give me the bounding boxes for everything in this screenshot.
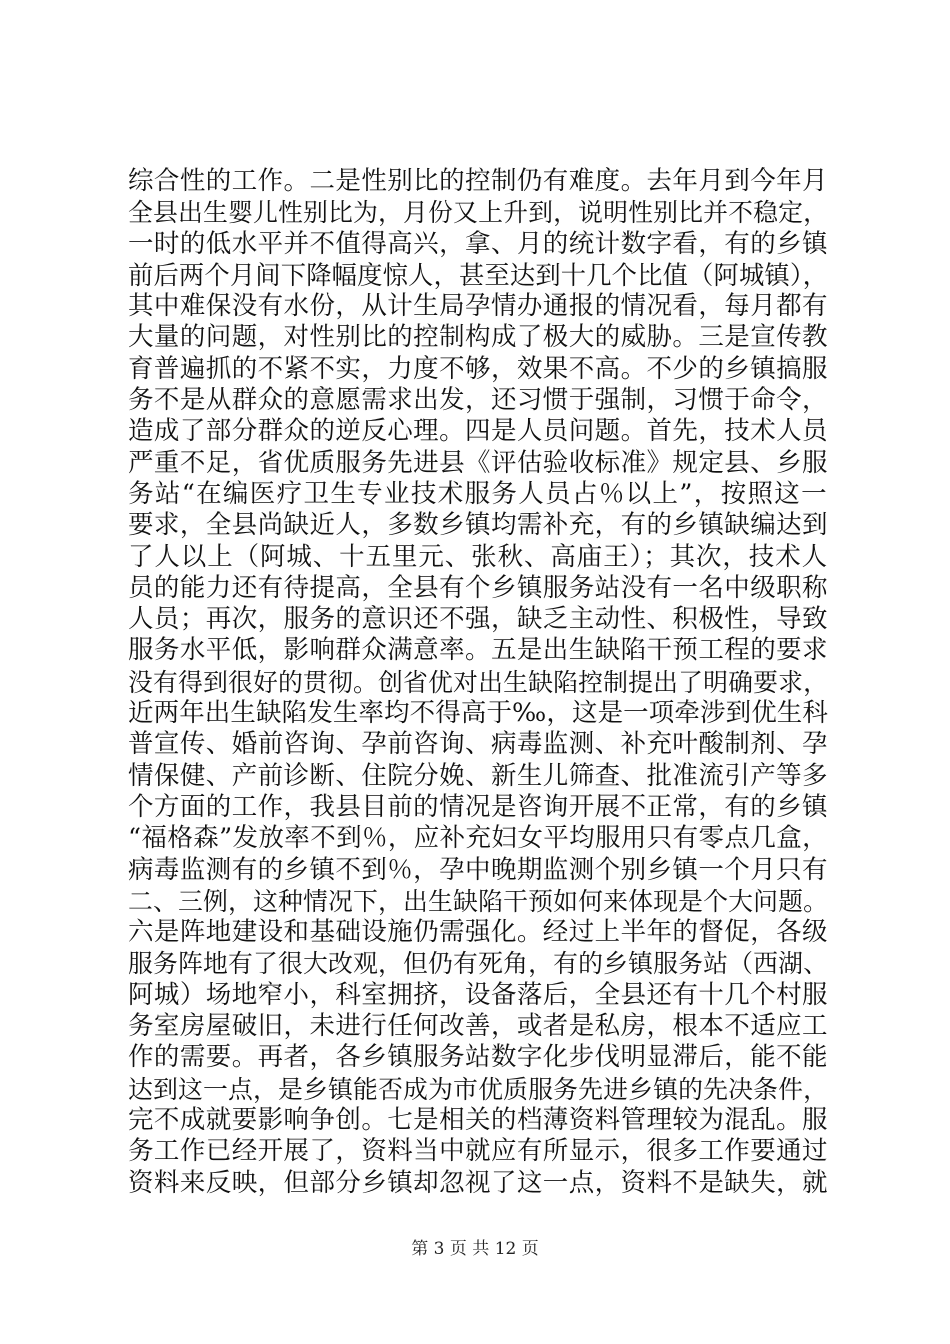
- text-line: 要求，全县尚缺近人，多数乡镇均需补充，有的乡镇缺编达到: [128, 510, 828, 541]
- text-line: 务站“在编医疗卫生专业技术服务人员占％以上”，按照这一: [128, 478, 828, 509]
- text-line: 近两年出生缺陷发生率均不得高于‰，这是一项牵涉到优生科: [128, 698, 828, 729]
- text-line: 个方面的工作，我县目前的情况是咨询开展不正常，有的乡镇: [128, 791, 828, 822]
- text-line: 务室房屋破旧，未进行任何改善，或者是私房，根本不适应工: [128, 1011, 828, 1042]
- text-line: 资料来反映，但部分乡镇却忽视了这一点，资料不是缺失，就: [128, 1167, 828, 1198]
- text-line: 大量的问题，对性别比的控制构成了极大的威胁。三是宣传教: [128, 322, 828, 353]
- text-line: 员的能力还有待提高，全县有个乡镇服务站没有一名中级职称: [128, 572, 828, 603]
- text-line: 六是阵地建设和基础设施仍需强化。经过上半年的督促，各级: [128, 917, 828, 948]
- text-line: 育普遍抓的不紧不实，力度不够，效果不高。不少的乡镇搞服: [128, 353, 828, 384]
- text-line: 一时的低水平并不值得高兴，拿、月的统计数字看，有的乡镇: [128, 228, 828, 259]
- text-line: 情保健、产前诊断、住院分娩、新生儿筛查、批准流引产等多: [128, 760, 828, 791]
- text-line: 作的需要。再者，各乡镇服务站数字化步伐明显滞后，能不能: [128, 1042, 828, 1073]
- text-line: 前后两个月间下降幅度惊人，甚至达到十几个比值（阿城镇），: [128, 259, 828, 290]
- text-line: 二、三例，这种情况下，出生缺陷干预如何来体现是个大问题。: [128, 886, 828, 916]
- text-line: 综合性的工作。二是性别比的控制仍有难度。去年月到今年月: [128, 166, 828, 196]
- text-line: 人员；再次，服务的意识还不强，缺乏主动性、积极性，导致: [128, 604, 828, 635]
- text-line: 造成了部分群众的逆反心理。四是人员问题。首先，技术人员: [128, 416, 828, 447]
- text-line: 其中难保没有水份，从计生局孕情办通报的情况看，每月都有: [128, 291, 828, 322]
- text-line: 务不是从群众的意愿需求出发，还习惯于强制，习惯于命令，: [128, 385, 828, 416]
- text-line: 阿城）场地窄小，科室拥挤，设备落后，全县还有十几个村服: [128, 979, 828, 1010]
- text-line: 严重不足，省优质服务先进县《评估验收标准》规定县、乡服: [128, 447, 828, 478]
- text-line: 服务阵地有了很大改观，但仍有死角，有的乡镇服务站（西湖、: [128, 949, 828, 979]
- text-line: 病毒监测有的乡镇不到％，孕中晚期监测个别乡镇一个月只有: [128, 854, 828, 885]
- body-paragraph: [128, 166, 828, 1199]
- text-line: 了人以上（阿城、十五里元、张秋、高庙王）；其次，技术人: [128, 541, 828, 572]
- text-line: 服务水平低，影响群众满意率。五是出生缺陷干预工程的要求: [128, 635, 828, 666]
- text-line: 普宣传、婚前咨询、孕前咨询、病毒监测、补充叶酸制剂、孕: [128, 729, 828, 760]
- text-line: “福格森”发放率不到％，应补充妇女平均服用只有零点几盒，: [128, 823, 828, 854]
- page-footer: 第 3 页 共 12 页: [411, 1239, 539, 1259]
- text-line: 全县出生婴儿性别比为，月份又上升到，说明性别比并不稳定，: [128, 198, 828, 228]
- text-line: 务工作已经开展了，资料当中就应有所显示，很多工作要通过: [128, 1136, 828, 1167]
- text-line: 达到这一点，是乡镇能否成为市优质服务先进乡镇的先决条件，: [128, 1074, 828, 1104]
- text-line: 没有得到很好的贯彻。创省优对出生缺陷控制提出了明确要求，: [128, 667, 828, 697]
- text-line: 完不成就要影响争创。七是相关的档薄资料管理较为混乱。服: [128, 1104, 828, 1135]
